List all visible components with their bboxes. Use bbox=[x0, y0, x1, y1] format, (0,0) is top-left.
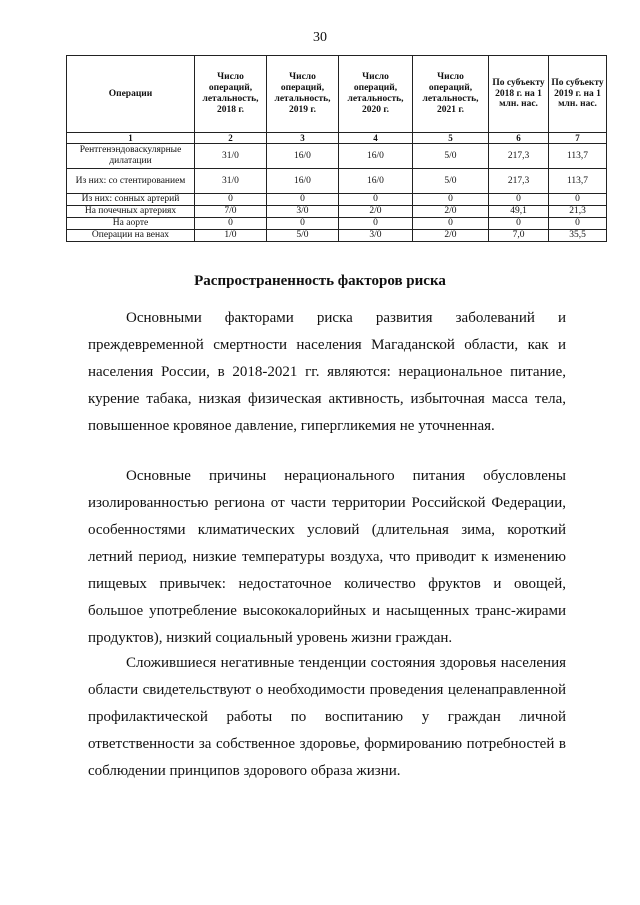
column-number: 3 bbox=[267, 133, 339, 144]
row-label: Рентгенэндоваскулярные дилатации bbox=[67, 144, 195, 169]
row-label: На почечных артериях bbox=[67, 206, 195, 218]
table-cell: 16/0 bbox=[267, 144, 339, 169]
header-per-million-2018: По субъекту 2018 г. на 1 млн. нас. bbox=[489, 56, 549, 133]
table-cell: 1/0 bbox=[195, 230, 267, 242]
table-cell: 21,3 bbox=[549, 206, 607, 218]
table-cell: 0 bbox=[339, 194, 413, 206]
table-cell: 0 bbox=[413, 194, 489, 206]
table-cell: 217,3 bbox=[489, 144, 549, 169]
paragraph-nutrition-causes bbox=[88, 463, 566, 652]
table-row bbox=[67, 218, 607, 230]
operations-table bbox=[66, 55, 607, 242]
table-cell: 3/0 bbox=[267, 206, 339, 218]
column-number: 1 bbox=[67, 133, 195, 144]
table-cell: 217,3 bbox=[489, 169, 549, 194]
column-number: 4 bbox=[339, 133, 413, 144]
header-per-million-2019: По субъекту 2019 г. на 1 млн. нас. bbox=[549, 56, 607, 133]
table-cell: 5/0 bbox=[413, 144, 489, 169]
column-number: 7 bbox=[549, 133, 607, 144]
paragraph-text: Сложившиеся негативные тенденции состояния здоровья населения области свидетельствуют о необходимости проведения целенаправленной профилактической работы по воспитанию у граждан личной ответственности за собственное здоровье, формированию потребностей в соблюдении принципов здорового образа жизни. bbox=[88, 655, 566, 779]
paragraph-risk-factors bbox=[88, 305, 566, 440]
section-heading: Распространенность факторов риска bbox=[194, 273, 446, 289]
row-label: Операции на венах bbox=[67, 230, 195, 242]
column-number: 5 bbox=[413, 133, 489, 144]
header-2019: Число операций, летальность, 2019 г. bbox=[267, 56, 339, 133]
table-cell: 2/0 bbox=[339, 206, 413, 218]
table-cell: 5/0 bbox=[267, 230, 339, 242]
paragraph-text: Основными факторами риска развития заболеваний и преждевременной смертности населения Магаданской области, как и населения России, в 2018-2021 гг. являются: нерациональное питание, курение табака, низкая физическая активность, избыточная масса тела, повышенное кровяное давление, гипергликемия не уточненная. bbox=[88, 310, 566, 434]
table-row bbox=[67, 230, 607, 242]
table-cell: 3/0 bbox=[339, 230, 413, 242]
row-label: Из них: сонных артерий bbox=[67, 194, 195, 206]
table-cell: 0 bbox=[549, 194, 607, 206]
table-cell: 0 bbox=[339, 218, 413, 230]
table-cell: 0 bbox=[413, 218, 489, 230]
table-cell: 0 bbox=[195, 218, 267, 230]
table-cell: 7,0 bbox=[489, 230, 549, 242]
header-2021: Число операций, летальность, 2021 г. bbox=[413, 56, 489, 133]
column-number: 2 bbox=[195, 133, 267, 144]
table-cell: 0 bbox=[549, 218, 607, 230]
table-cell: 16/0 bbox=[267, 169, 339, 194]
table-cell: 16/0 bbox=[339, 169, 413, 194]
table-row bbox=[67, 206, 607, 218]
table-cell: 0 bbox=[489, 194, 549, 206]
paragraph-prevention-need bbox=[88, 650, 566, 785]
row-label: На аорте bbox=[67, 218, 195, 230]
column-number-row bbox=[67, 133, 607, 144]
table-row bbox=[67, 194, 607, 206]
table-cell: 2/0 bbox=[413, 230, 489, 242]
table-cell: 113,7 bbox=[549, 144, 607, 169]
row-label: Из них: со стентированием bbox=[67, 169, 195, 194]
table-cell: 0 bbox=[267, 194, 339, 206]
header-2018: Число операций, летальность, 2018 г. bbox=[195, 56, 267, 133]
table-cell: 0 bbox=[195, 194, 267, 206]
table-cell: 2/0 bbox=[413, 206, 489, 218]
table-cell: 5/0 bbox=[413, 169, 489, 194]
paragraph-text: Основные причины нерационального питания обусловлены изолированностью региона от части территории Российской Федерации, особенностями климатических условий (длительная зима, короткий летний период, низкие температуры воздуха, что приводит к изменению пищевых привычек: недостаточное количество фруктов и овощей, большое употребление высококалорийных и насыщенных транс-жирами продуктов), низкий социальный уровень жизни граждан. bbox=[88, 468, 566, 646]
header-operations: Операции bbox=[67, 56, 195, 133]
table-header-row bbox=[67, 56, 607, 133]
table-cell: 35,5 bbox=[549, 230, 607, 242]
table-cell: 0 bbox=[489, 218, 549, 230]
table-cell: 0 bbox=[267, 218, 339, 230]
table-row bbox=[67, 144, 607, 169]
table-cell: 16/0 bbox=[339, 144, 413, 169]
column-number: 6 bbox=[489, 133, 549, 144]
table-cell: 113,7 bbox=[549, 169, 607, 194]
table-cell: 31/0 bbox=[195, 169, 267, 194]
page-number: 30 bbox=[313, 30, 327, 45]
table-cell: 31/0 bbox=[195, 144, 267, 169]
header-2020: Число операций, летальность, 2020 г. bbox=[339, 56, 413, 133]
table-cell: 7/0 bbox=[195, 206, 267, 218]
table-row bbox=[67, 169, 607, 194]
table-cell: 49,1 bbox=[489, 206, 549, 218]
